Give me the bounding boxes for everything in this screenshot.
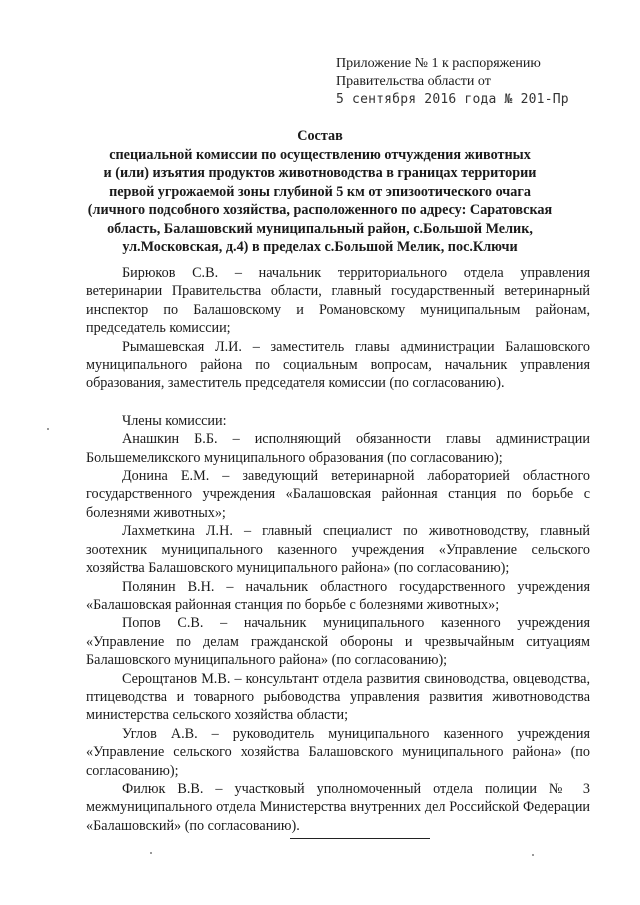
member-entry: Серощтанов М.В. – консультант отдела развития свиноводства, овцеводства, птицеводства и товарного рыбоводства управления развития животноводства министерства сельского хозяйства области; <box>86 670 590 724</box>
scan-speck <box>532 854 534 856</box>
appendix-header <box>336 55 616 109</box>
document-title <box>60 127 580 257</box>
title-line: и (или) изъятия продуктов животноводства в границах территории <box>103 165 537 181</box>
scan-speck <box>47 428 49 430</box>
closing-rule <box>290 838 430 839</box>
document-body <box>86 264 590 835</box>
scan-speck <box>150 852 152 854</box>
member-entry: Полянин В.Н. – начальник областного государственного учреждения «Балашовская районная станция по борьбе с болезнями животных»; <box>86 578 590 613</box>
chairman-entry: Бирюков С.В. – начальник территориального отдела управления ветеринарии Правительства области, главный государственный ветеринарный инспектор по Балашовскому и Романовскому муниципальным районам, председатель комиссии; <box>86 265 590 337</box>
deputy-chairman-entry: Рымашевская Л.И. – заместитель главы администрации Балашовского муниципального района по социальным вопросам, начальник управления образования, заместитель председателя комиссии (по согласованию). <box>86 338 590 392</box>
title-line: (личного подсобного хозяйства, расположенного по адресу: Саратовская <box>87 202 553 218</box>
title-line: специальной комиссии по осуществлению отчуждения животных <box>109 146 531 163</box>
member-entry: Лахметкина Л.Н. – главный специалист по животноводству, главный зоотехник муниципального казенного учреждения «Управление сельского хозяйства Балашовского муниципального района» (по согласованию); <box>86 523 590 577</box>
appendix-date-stamp: 5 сентября 2016 года № 201-Пр <box>336 92 569 107</box>
members-heading: Члены комиссии: <box>122 412 227 429</box>
title-line: ул.Московская, д.4) в пределах с.Большой Мелик, пос.Ключи <box>122 239 518 255</box>
appendix-line-2: Правительства области от <box>336 74 491 89</box>
member-entry: Углов А.В. – руководитель муниципального казенного учреждения «Управление сельского хозяйства Балашовского муниципального района» (по согласованию); <box>86 725 590 779</box>
member-entry: Анашкин Б.Б. – исполняющий обязанности главы администрации Большемеликского муниципального образования (по согласованию); <box>86 431 590 466</box>
member-entry: Донина Е.М. – заведующий ветеринарной лабораторией областного государственного учреждения «Балашовская районная станция по борьбе с болезнями животных»; <box>86 468 590 521</box>
title-line: Состав <box>297 128 343 144</box>
member-entry: Филюк В.В. – участковый уполномоченный отдела полиции № 3 межмуниципального отдела Министерства внутренних дел Российской Федерации «Балашовский» (по согласованию). <box>86 780 590 834</box>
appendix-line-1: Приложение № 1 к распоряжению <box>336 56 541 71</box>
member-entry: Попов С.В. – начальник муниципального казенного учреждения «Управление по делам гражданской обороны и чрезвычайным ситуациям Балашовского муниципального района» (по согласованию); <box>86 615 590 669</box>
title-line: область, Балашовский муниципальный район, с.Большой Мелик, <box>107 220 533 237</box>
title-line: первой угрожаемой зоны глубиной 5 км от эпизоотического очага <box>109 183 531 200</box>
